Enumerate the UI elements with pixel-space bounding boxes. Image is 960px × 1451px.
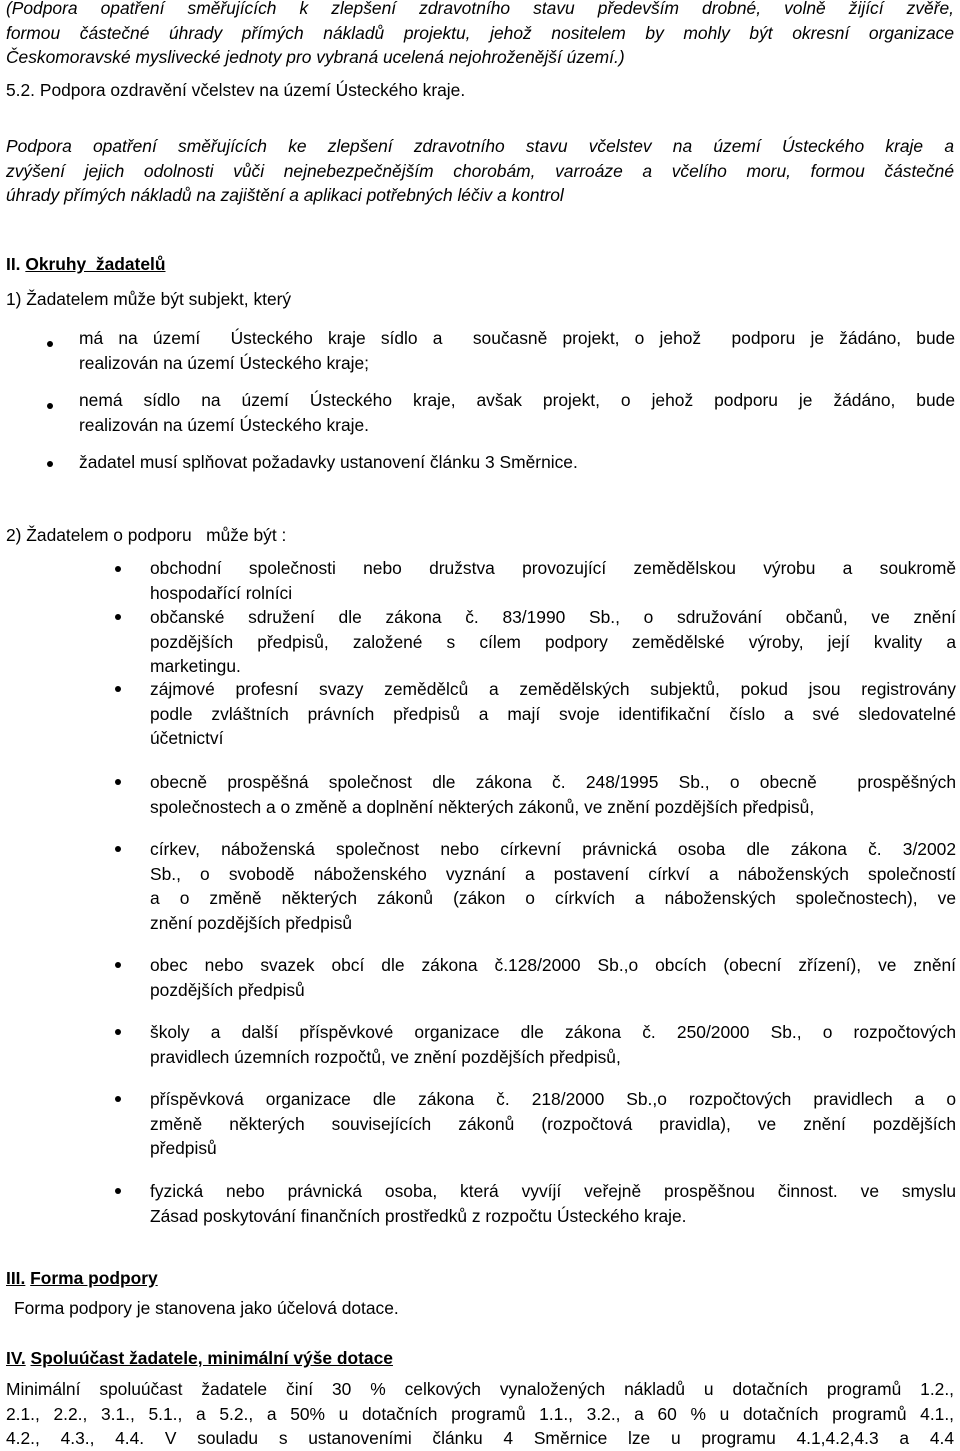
text-line: obec nebo svazek obcí dle zákona č.128/2000 Sb.,o obcích (obecní zřízení), ve znění (150, 955, 956, 975)
text-line: znění pozdějších předpisů (150, 912, 353, 933)
heading-number: II. (6, 254, 21, 274)
list-item (150, 953, 956, 1002)
list-item (79, 326, 955, 375)
text-line: společnostech a o změně a doplnění některých zákonů, ve znění pozdějších předpisů, (150, 796, 815, 817)
section-5-2-paragraph (6, 134, 954, 208)
text-line: pozdějších předpisů (150, 979, 305, 1000)
bullet-icon (115, 686, 121, 692)
text-line: realizován na území Ústeckého kraje; (79, 352, 369, 373)
text-line: příspěvková organizace dle zákona č. 218/2000 Sb.,o rozpočtových pravidlech a o (150, 1089, 956, 1109)
text-line: školy a další příspěvkové organizace dle zákona č. 250/2000 Sb., o rozpočtových (150, 1022, 956, 1042)
text-line: má na území Ústeckého kraje sídlo a současně projekt, o jehož podporu je žádáno, bude (79, 328, 955, 348)
section-III-heading (6, 1268, 158, 1289)
text-line: obchodní společnosti nebo družstva provozující zemědělskou výrobu a soukromě (150, 558, 956, 578)
text-line: podle zvláštních právních předpisů a mají svoje identifikační číslo a své sledovatelné (150, 703, 956, 724)
text-line: Podpora opatření směřujících ke zlepšení zdravotního stavu včelstev na území Ústeckého kraje a (6, 136, 954, 156)
bullet-icon (47, 341, 53, 347)
text-line: pozdějších předpisů, založené s cílem podpory zemědělské výroby, její kvality a (150, 631, 956, 652)
text-line: hospodařící rolníci (150, 582, 293, 603)
list-item (150, 1087, 956, 1161)
heading-title: Forma podpory (30, 1268, 158, 1288)
heading-title: Spoluúčast žadatele, minimální výše dotace (30, 1348, 393, 1368)
point-2-intro: 2) Žadatelem o podporu může být : (6, 525, 287, 545)
list-item (150, 556, 956, 605)
text-line: pravidlech územních rozpočtů, ve znění pozdějších předpisů, (150, 1046, 621, 1067)
list-item (150, 770, 956, 819)
bullet-icon (115, 1096, 121, 1102)
bullet-icon (115, 1029, 121, 1035)
list-item (150, 1179, 956, 1228)
section-II-heading (6, 254, 165, 275)
list-item (150, 605, 956, 679)
list-item (150, 837, 956, 935)
list-item (150, 677, 956, 751)
text-line: úhrady přímých nákladů na zajištění a aplikaci potřebných léčiv a kontrol (6, 185, 564, 205)
section-IV-paragraph (6, 1377, 954, 1451)
text-line: obecně prospěšná společnost dle zákona č. 248/1995 Sb., o obecně prospěšných (150, 772, 956, 792)
text-line: Minimální spoluúčast žadatele činí 30 % celkových vynaložených nákladů u dotačních programů 1.2., (6, 1379, 954, 1399)
bullet-icon (115, 566, 121, 572)
bullet-icon (115, 779, 121, 785)
text-line: zvýšení jejich odolnosti vůči nejnebezpečnějším chorobám, varroáze a včelího moru, formou částečné (6, 160, 954, 181)
text-line: Zásad poskytování finančních prostředků z rozpočtu Ústeckého kraje. (150, 1205, 687, 1226)
heading-number: IV. (6, 1348, 26, 1368)
text-line: Českomoravské myslivecké jednoty pro vybraná ucelená nejohroženější území.) (6, 47, 625, 67)
bullet-icon (47, 461, 53, 467)
text-line: občanské sdružení dle zákona č. 83/1990 Sb., o sdružování občanů, ve znění (150, 607, 956, 627)
text-line: předpisů (150, 1138, 217, 1158)
point-1-intro: 1) Žadatelem může být subjekt, který (6, 289, 292, 309)
text-line: změně některých souvisejících zákonů (rozpočtová pravidla), ve znění pozdějších (150, 1113, 956, 1134)
list-item (150, 1020, 956, 1069)
text-line: žadatel musí splňovat požadavky ustanovení článku 3 Směrnice. (79, 452, 578, 472)
text-line: církev, náboženská společnost nebo církevní právnická osoba dle zákona č. 3/2002 (150, 839, 956, 859)
bullet-icon (115, 962, 121, 968)
text-line: fyzická nebo právnická osoba, která vyvíjí veřejně prospěšnou činnost. ve smyslu (150, 1181, 956, 1201)
text-line: (Podpora opatření směřujících k zlepšení zdravotního stavu především drobné, volně žijící zvěře, (6, 0, 954, 18)
text-line: realizován na území Ústeckého kraje. (79, 414, 369, 435)
section-IV-heading (6, 1348, 393, 1369)
intro-paragraph (6, 0, 954, 70)
section-5-2-heading: 5.2. Podpora ozdravění včelstev na území Ústeckého kraje. (6, 80, 466, 100)
heading-title: Okruhy žadatelů (25, 254, 166, 274)
text-line: účetnictví (150, 728, 224, 748)
bullet-icon (47, 403, 53, 409)
text-line: nemá sídlo na území Ústeckého kraje, avšak projekt, o jehož podporu je žádáno, bude (79, 390, 955, 410)
text-line: 2.1., 2.2., 3.1., 5.1., a 5.2., a 50% u dotačních programů 1.1., 3.2., a 60 % u dotačních programů 4.1., (6, 1403, 954, 1424)
section-III-text: Forma podpory je stanovena jako účelová dotace. (14, 1298, 399, 1318)
text-line: marketingu. (150, 656, 241, 676)
text-line: a o změně některých zákonů (zákon o církvích a náboženských společnostech), ve (150, 888, 956, 908)
heading-number: III. (6, 1268, 26, 1288)
bullet-icon (115, 614, 121, 620)
list-item (79, 388, 955, 437)
text-line: zájmové profesní svazy zemědělců a zemědělských subjektů, pokud jsou registrovány (150, 679, 956, 699)
bullet-icon (115, 1188, 121, 1194)
text-line: Sb., o svobodě náboženského vyznání a postavení církví a náboženských společností (150, 863, 956, 884)
text-line: 4.2., 4.3., 4.4. V souladu s ustanoveními článku 4 Směrnice lze u programu 4.1,4.2,4.3 a 4.4 (6, 1428, 954, 1448)
list-item (79, 450, 955, 475)
bullet-icon (115, 846, 121, 852)
text-line: formou částečné úhrady přímých nákladů projektu, jehož nositelem by mohly být okresní organizace (6, 22, 954, 43)
